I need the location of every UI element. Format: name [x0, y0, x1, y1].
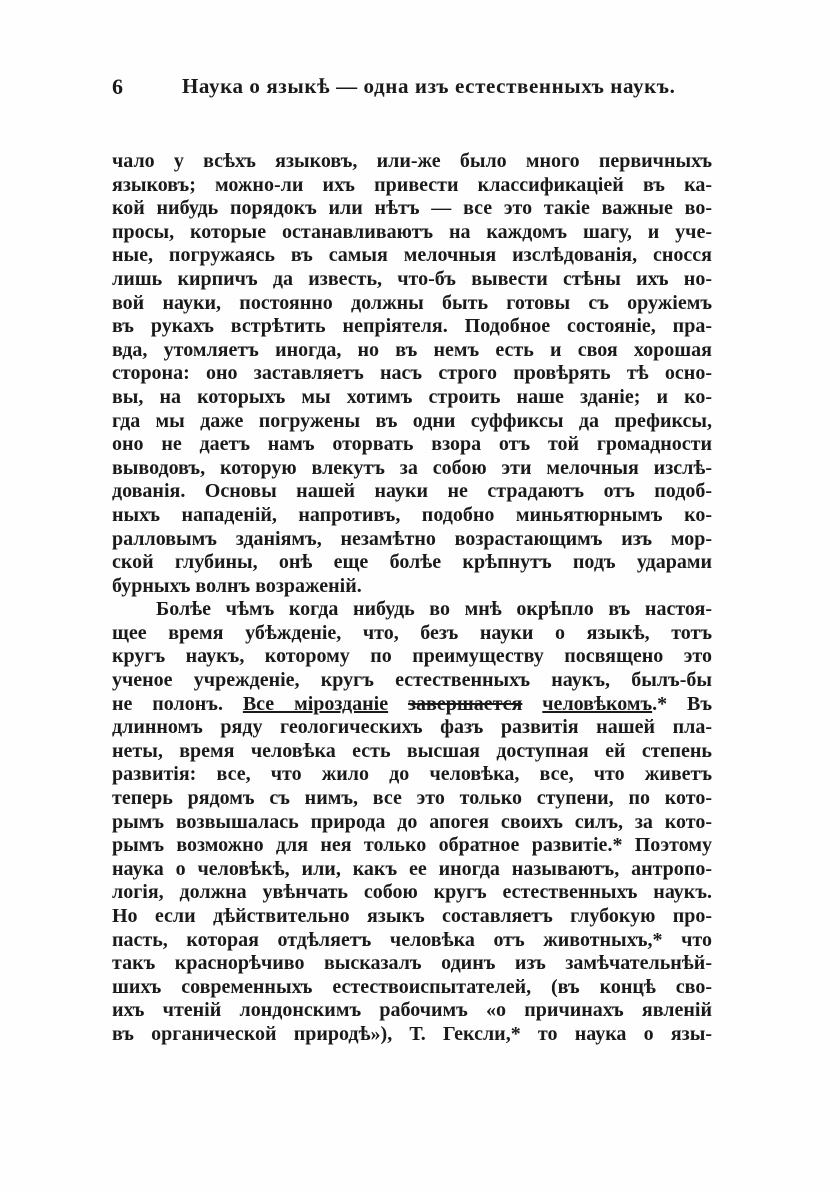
text-line: логія, должна увѣнчать собою кругъ естественныхъ наукъ.: [112, 881, 712, 904]
text-line: ные, погружаясь въ самыя мелочныя изслѣдованія, сносся: [112, 244, 712, 267]
text-line: длинномъ ряду геологическихъ фазъ развитія нашей пла-: [112, 716, 712, 739]
text-line: вы, на которыхъ мы хотимъ строить наше зданіе; и ко-: [112, 385, 712, 408]
line-lead: не полонъ.: [112, 692, 223, 715]
paragraph-start-line: Болѣе чѣмъ когда нибудь во мнѣ окрѣпло въ настоя-: [156, 598, 712, 621]
underlined-text: Все мірозданіе: [242, 692, 389, 715]
text-line: въ рукахъ встрѣтить непріятеля. Подобное состояніе, пра-: [112, 315, 712, 338]
text-line: ской глубины, онѣ еще болѣе крѣпнутъ подъ ударами: [112, 551, 712, 574]
text-line: неты, время человѣка есть высшая доступная ей степень: [112, 739, 712, 762]
text-line: дованія. Основы нашей науки не страдаютъ отъ подоб-: [112, 480, 712, 503]
text-line: пасть, которая отдѣляетъ человѣка отъ животныхъ,* что: [112, 928, 712, 951]
text-line: Но если дѣйствительно языкъ составляетъ глубокую про-: [112, 905, 712, 927]
text-line: шихъ современныхъ естествоиспытателей, (въ концѣ сво-: [112, 975, 712, 998]
running-head: Наука о языкѣ — одна изъ естественныхъ наукъ.: [182, 74, 676, 98]
underlined-text: человѣкомъ: [542, 692, 653, 715]
text-line: ихъ чтеній лондонскимъ рабочимъ «о причинахъ явленій: [112, 999, 712, 1022]
text-line: теперь рядомъ съ нимъ, все это только ступени, по кото-: [112, 787, 712, 810]
body-text: [112, 150, 712, 1047]
struck-out-word: завершается: [408, 692, 523, 715]
text-line: гда мы даже погружены въ одни суффиксы да префиксы,: [112, 409, 712, 432]
text-line: наука о человѣкѣ, или, какъ ее иногда называютъ, антропо-: [112, 857, 712, 880]
line-tail: .* Въ: [652, 692, 713, 715]
text-line: ученое учрежденіе, кругъ естественныхъ наукъ, былъ-бы: [112, 669, 712, 692]
text-line: сторона: оно заставляетъ насъ строго провѣрять тѣ осно-: [112, 362, 712, 385]
text-line: языковъ; можно-ли ихъ привести классификаціей въ ка-: [112, 173, 712, 196]
text-line: вда, утомляетъ иногда, но въ немъ есть и своя хорошая: [112, 338, 712, 361]
text-line: такъ краснорѣчиво высказалъ одинъ изъ замѣчательнѣй-: [112, 952, 712, 975]
text-line: кругъ наукъ, которому по преимуществу посвящено это: [112, 645, 712, 668]
text-line: рымъ возможно для нея только обратное развитіе.* Поэтому: [112, 834, 712, 857]
text-line: ралловымъ зданіямъ, незамѣтно возрастающимъ изъ мор-: [112, 527, 712, 550]
text-line: рымъ возвышалась природа до апогея своихъ силъ, за кото-: [112, 810, 712, 833]
text-line: выводовъ, которую влекутъ за собою эти мелочныя изслѣ-: [112, 456, 712, 479]
page-number: 6: [112, 74, 123, 99]
text-line: щее время убѣжденіе, что, безъ науки о языкѣ, тотъ: [112, 621, 712, 644]
text-line: чало у всѣхъ языковъ, или-же было много первичныхъ: [112, 150, 712, 172]
text-line: лишь кирпичъ да известь, что-бъ вывести стѣны ихъ но-: [112, 267, 712, 290]
paragraph-end-line: бурныхъ волнъ возраженій.: [112, 574, 362, 597]
text-line: оно не даетъ намъ оторвать взора отъ той громадности: [112, 433, 712, 456]
text-line: въ органической природѣ»), Т. Гексли,* то наука о язы-: [112, 1022, 712, 1045]
text-line: вой науки, постоянно должны быть готовы съ оружіемъ: [112, 291, 712, 314]
text-line: просы, которые останавливаютъ на каждомъ шагу, и уче-: [112, 220, 712, 243]
text-line: кой нибудь порядокъ или нѣтъ — все это такіе важные во-: [112, 197, 712, 220]
text-line: развитія: все, что жило до человѣка, все, что живетъ: [112, 763, 712, 786]
text-line: ныхъ нападеній, напротивъ, подобно миньятюрнымъ ко-: [112, 503, 712, 526]
marked-text-line: [112, 693, 712, 717]
